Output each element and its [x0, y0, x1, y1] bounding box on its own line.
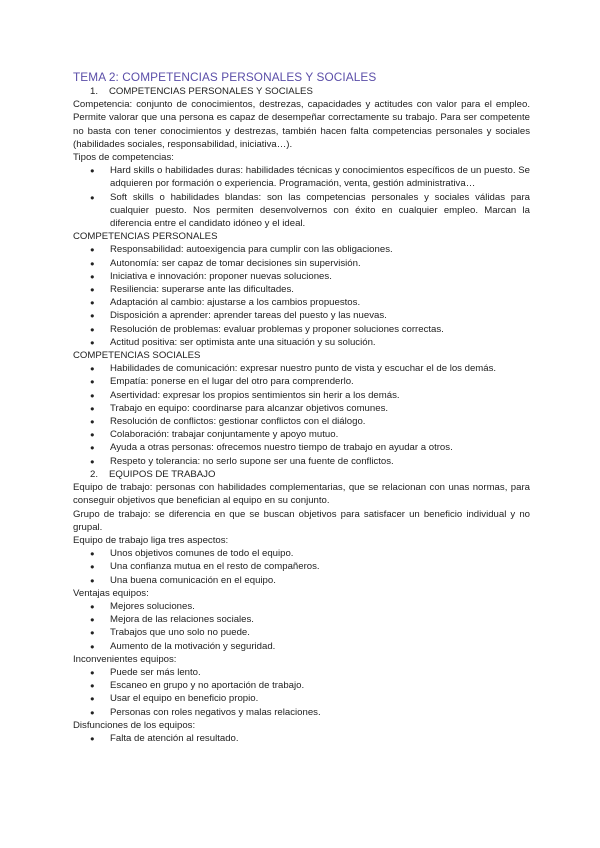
- list-item: ● Trabajos que uno solo no puede.: [73, 626, 530, 639]
- team-definition: Equipo de trabajo: personas con habilidades complementarias, que se relacionan con unas normas, para conseguir objetivos que benefician al equipo en su conjunto.: [73, 482, 530, 507]
- list-item: ● Respeto y tolerancia: no serlo supone ser una fuente de conflictos.: [73, 455, 530, 468]
- list-item: ● Resolución de problemas: evaluar problemas y proponer soluciones correctas.: [73, 323, 530, 336]
- list-item: ● Empatía: ponerse en el lugar del otro para comprenderlo.: [73, 375, 530, 388]
- list-item: ● Personas con roles negativos y malas relaciones.: [73, 706, 530, 719]
- list-item: ● Falta de atención al resultado.: [73, 732, 530, 745]
- types-heading: Tipos de competencias:: [73, 152, 174, 164]
- dysfunctions-list: [73, 732, 530, 745]
- section-1-heading: [73, 85, 530, 98]
- dysfunctions-heading: Disfunciones de los equipos:: [73, 719, 196, 731]
- list-item: ● Usar el equipo en beneficio propio.: [73, 692, 530, 705]
- list-item: ● Colaboración: trabajar conjuntamente y apoyo mutuo.: [73, 428, 530, 441]
- list-item: ● Ayuda a otras personas: ofrecemos nuestro tiempo de trabajo en ayudar a otros.: [73, 441, 530, 454]
- section-1-title: COMPETENCIAS PERSONALES Y SOCIALES: [109, 86, 313, 97]
- section-2-number: 2.: [90, 468, 99, 480]
- list-item: ● Una buena comunicación en el equipo.: [73, 574, 530, 587]
- list-item: ● Puede ser más lento.: [73, 666, 530, 679]
- list-item: ● Resolución de conflictos: gestionar conflictos con el diálogo.: [73, 415, 530, 428]
- group-definition: Grupo de trabajo: se diferencia en que se buscan objetivos para satisfacer un beneficio individual y no grupal.: [73, 508, 530, 533]
- list-item: ● Hard skills o habilidades duras: habilidades técnicas y conocimientos específicos de un puesto. Se adquieren por formación o experiencia. Programación, venta, gestión administrativa…: [73, 164, 530, 190]
- list-item: ● Unos objetivos comunes de todo el equipo.: [73, 547, 530, 560]
- ties-list: [73, 547, 530, 587]
- list-item: ● Resiliencia: superarse ante las dificultades.: [73, 283, 530, 296]
- list-item: ● Disposición a aprender: aprender tareas del puesto y las nuevas.: [73, 309, 530, 322]
- section-2-heading: [73, 468, 530, 481]
- list-item: ● Asertividad: expresar los propios sentimientos sin herir a los demás.: [73, 389, 530, 402]
- personal-heading: COMPETENCIAS PERSONALES: [73, 231, 218, 243]
- list-item: ● Aumento de la motivación y seguridad.: [73, 640, 530, 653]
- competencia-definition: Competencia: conjunto de conocimientos, destrezas, capacidades y actitudes con valor para el empleo. Permite valorar que una persona es capaz de desempeñar correctamente su trabajo. Para ser competente no basta con tener conocimientos y destrezas, también hacen falta competencias personales y sociales (habilidades sociales, responsabilidad, iniciativa…).: [73, 99, 530, 150]
- list-item: ● Autonomía: ser capaz de tomar decisiones sin supervisión.: [73, 257, 530, 270]
- personal-list: [73, 243, 530, 349]
- drawbacks-list: [73, 666, 530, 719]
- list-item: ● Escaneo en grupo y no aportación de trabajo.: [73, 679, 530, 692]
- list-item: ● Iniciativa e innovación: proponer nuevas soluciones.: [73, 270, 530, 283]
- social-heading: COMPETENCIAS SOCIALES: [73, 350, 201, 362]
- document-title: TEMA 2: COMPETENCIAS PERSONALES Y SOCIALES: [73, 70, 377, 84]
- list-item: ● Adaptación al cambio: ajustarse a los cambios propuestos.: [73, 296, 530, 309]
- ties-heading: Equipo de trabajo liga tres aspectos:: [73, 534, 229, 546]
- advantages-heading: Ventajas equipos:: [73, 587, 149, 599]
- section-1-number: 1.: [90, 86, 99, 97]
- section-2-title: EQUIPOS DE TRABAJO: [109, 468, 216, 480]
- list-item: ● Mejora de las relaciones sociales.: [73, 613, 530, 626]
- list-item: ● Habilidades de comunicación: expresar nuestro punto de vista y escuchar el de los demás.: [73, 362, 530, 375]
- types-list: [73, 164, 530, 230]
- advantages-list: [73, 600, 530, 653]
- list-item: ● Responsabilidad: autoexigencia para cumplir con las obligaciones.: [73, 243, 530, 256]
- list-item: ● Trabajo en equipo: coordinarse para alcanzar objetivos comunes.: [73, 402, 530, 415]
- list-item: ● Una confianza mutua en el resto de compañeros.: [73, 560, 530, 573]
- drawbacks-heading: Inconvenientes equipos:: [73, 653, 177, 665]
- list-item: ● Mejores soluciones.: [73, 600, 530, 613]
- list-item: ● Actitud positiva: ser optimista ante una situación y su solución.: [73, 336, 530, 349]
- list-item: ● Soft skills o habilidades blandas: son las competencias personales y sociales válidas para cualquier puesto. Nos permiten desenvolvernos con éxito en cualquier empleo. Marcan la diferencia entre el candidato idóneo y el ideal.: [73, 191, 530, 231]
- social-list: [73, 362, 530, 468]
